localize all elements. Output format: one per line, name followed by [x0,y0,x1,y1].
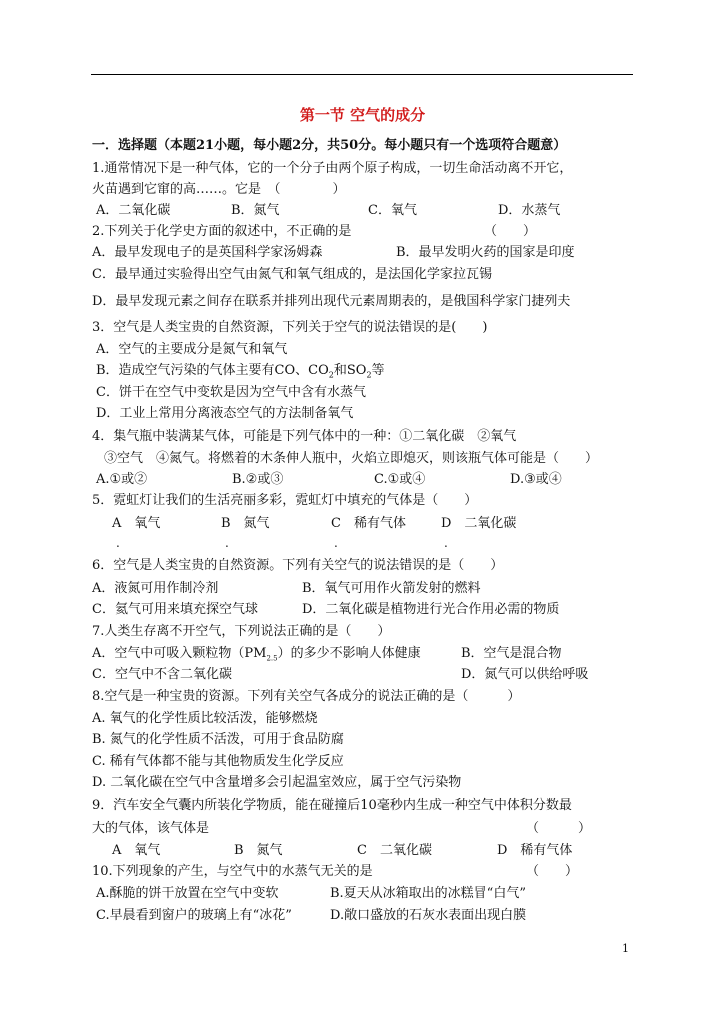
q2-option-a: A．最早发现电子的是英国科学家汤姆森 [92,245,323,260]
q4-option-d: D.③或④ [510,472,562,487]
q1-option-a: A．二氧化碳 [96,203,171,218]
q2-stem: 2.下列关于化学史方面的叙述中，不正确的是 [92,224,352,239]
q1-option-b: B．氮气 [231,203,280,218]
q2-blank: （ ） [484,224,537,239]
q2-option-d: D．最早发现元素之间存在联系并排列出现代元素周期表的，是俄国科学家门捷列夫 [92,294,571,309]
q3-option-c: C．饼干在空气中变软是因为空气中含有水蒸气 [96,385,366,400]
q6-option-d: D．二氧化碳是植物进行光合作用必需的物质 [302,602,560,617]
q7-option-c: C．空气中不含二氧化碳 [92,667,232,682]
q3-stem: 3．空气是人类宝贵的自然资源，下列关于空气的说法错误的是( ) [92,320,488,335]
q9-stem-line2: 大的气体，该气体是 [92,821,210,836]
q6-option-c: C．氦气可用来填充探空气球 [92,602,258,617]
q4-option-b: B.②或③ [232,472,284,487]
q5-option-d: D 二氧化碳 [441,516,517,531]
q10-blank: （ ） [526,864,579,879]
q7-option-a: A．空气中可吸入颗粒物$(PM_{2.5})$的多少不影响人体健康 [92,646,421,663]
q1-option-c: C．氧气 [368,203,417,218]
q8-option-c: C. 稀有气体都不能与其他物质发生化学反应 [92,754,344,769]
q6-stem: 6．空气是人类宝贵的自然资源。下列有关空气的说法错误的是（ ） [92,558,504,573]
q9-stem-line1: 9．汽车安全气囊内所装化学物质，能在碰撞后10毫秒内生成一种空气中体积分数最 [92,798,572,813]
q9-option-b: B 氮气 [234,843,283,858]
q6-option-b: B．氧气可用作火箭发射的燃料 [302,581,481,596]
q1-stem-line2: 火苗遇到它窜的高……。它是 （ ） [92,182,346,197]
q3-option-a: A．空气的主要成分是氮气和氧气 [96,342,288,357]
q10-option-b: B.夏天从冰箱取出的冰糕冒“白气” [330,886,526,901]
q4-option-a: A.①或② [96,472,148,487]
q10-stem: 10.下列现象的产生，与空气中的水蒸气无关的是 [92,864,373,879]
q10-option-a: A.酥脆的饼干放置在空气中变软 [96,886,279,901]
q8-option-d: D. 二氧化碳在空气中含量增多会引起温室效应，属于空气污染物 [92,775,462,790]
page-number: 1 [622,942,629,955]
q5-dot-d: . [444,536,448,550]
q8-option-a: A. 氧气的化学性质比较活泼，能够燃烧 [92,711,318,726]
q9-blank: （ ） [526,821,592,836]
q7-stem: 7.人类生存离不开空气，下列说法正确的是（ ） [92,624,391,639]
header-rule [91,74,633,75]
q4-option-c: C.①或④ [374,472,426,487]
q9-option-d: D 稀有气体 [497,843,573,858]
q10-option-d: D.敞口盛放的石灰水表面出现白膜 [330,908,527,923]
page-title: 第一节 空气的成分 [299,106,426,124]
q1-option-d: D．水蒸气 [498,203,561,218]
q5-option-b: B 氮气 [221,516,270,531]
q4-stem-line2: ③空气 ④氮气。将燃着的木条伸人瓶中，火焰立即熄灭，则该瓶气体可能是（ ） [104,451,599,466]
q5-dot-a: . [116,536,120,550]
q5-dot-b: . [225,536,229,550]
q5-option-c: C 稀有气体 [331,516,406,531]
q7-option-d: D．氮气可以供给呼吸 [461,667,589,682]
q1-stem-line1: 1.通常情况下是一种气体，它的一个分子由两个原子构成，一切生命活动离不开它， [92,161,573,176]
q10-option-c: C.早晨看到窗户的玻璃上有“冰花” [96,908,292,923]
q2-option-b: B．最早发明火药的国家是印度 [396,245,575,260]
q5-option-a: A 氧气 [112,516,161,531]
section-heading: 一．选择题（本题21小题，每小题2分，共50分。每小题只有一个选项符合题意） [92,138,567,153]
q4-stem-line1: 4．集气瓶中装满某气体，可能是下列气体中的一种：①二氧化碳 ②氧气 [92,429,517,444]
q9-option-a: A 氧气 [112,843,161,858]
q7-option-b: B．空气是混合物 [461,646,562,661]
q9-option-c: C 二氧化碳 [357,843,432,858]
q8-option-b: B. 氮气的化学性质不活泼，可用于食品防腐 [92,732,344,747]
q5-dot-c: . [334,536,338,550]
q2-option-c: C．最早通过实验得出空气由氮气和氧气组成的，是法国化学家拉瓦锡 [92,267,492,282]
q6-option-a: A．液氮可用作制冷剂 [92,581,219,596]
q3-option-d: D．工业上常用分离液态空气的方法制备氧气 [96,406,354,421]
q3-option-b: B．造成空气污染的气体主要有CO、$CO_2$和$SO_2$等 [96,363,385,380]
q8-stem: 8.空气是一种宝贵的资源。下列有关空气各成分的说法正确的是（ ） [92,689,521,704]
q5-stem: 5．霓虹灯让我们的生活亮丽多彩，霓虹灯中填充的气体是（ ） [92,493,478,508]
